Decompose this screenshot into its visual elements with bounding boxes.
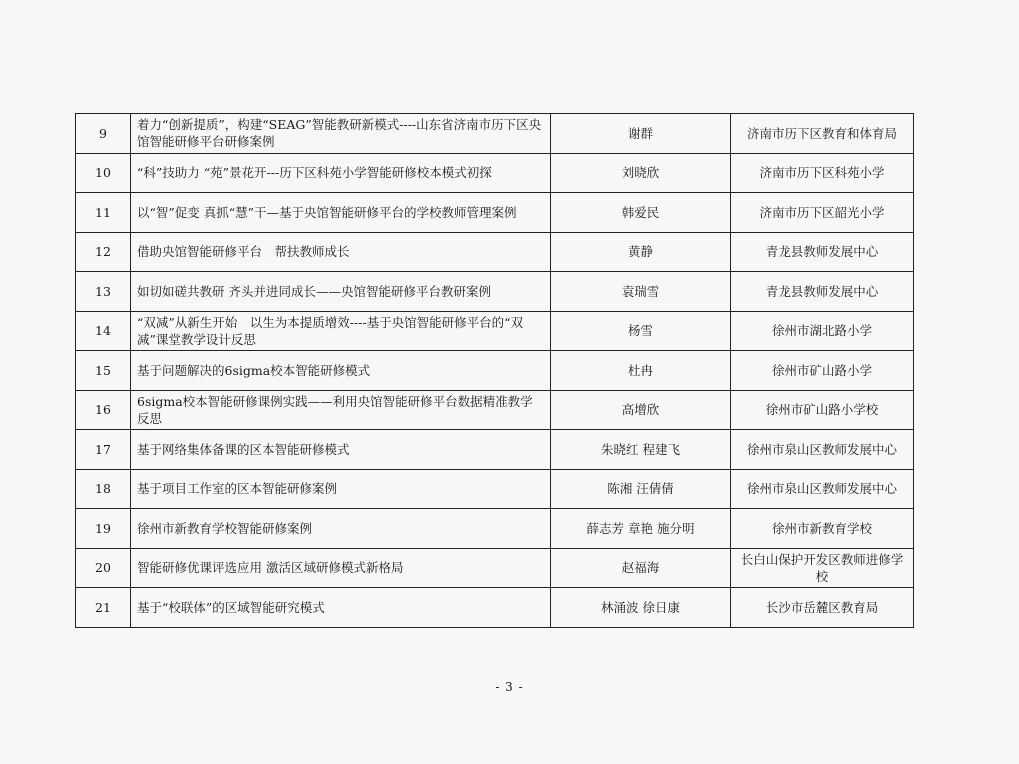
row-number-cell: 12 bbox=[76, 232, 131, 272]
case-title-cell: “双减”从新生开始 以生为本提质增效----基于央馆智能研修平台的“双减”课堂教学设计反思 bbox=[131, 311, 551, 351]
case-title-cell: 基于问题解决的6sigma校本智能研修模式 bbox=[131, 351, 551, 391]
unit-cell: 青龙县教师发展中心 bbox=[731, 232, 914, 272]
table-row bbox=[76, 509, 914, 549]
author-cell: 薛志芳 章艳 施分明 bbox=[551, 509, 731, 549]
row-number-cell: 19 bbox=[76, 509, 131, 549]
unit-cell: 长白山保护开发区教师进修学校 bbox=[731, 548, 914, 588]
unit-cell: 徐州市泉山区教师发展中心 bbox=[731, 469, 914, 509]
row-number-cell: 18 bbox=[76, 469, 131, 509]
table-row bbox=[76, 114, 914, 154]
author-cell: 林涌波 徐日康 bbox=[551, 588, 731, 628]
case-title-cell: 如切如磋共教研 齐头并进同成长——央馆智能研修平台教研案例 bbox=[131, 272, 551, 312]
author-cell: 赵福海 bbox=[551, 548, 731, 588]
unit-cell: 徐州市泉山区教师发展中心 bbox=[731, 430, 914, 470]
unit-cell: 徐州市矿山路小学 bbox=[731, 351, 914, 391]
table-row bbox=[76, 153, 914, 193]
unit-cell: 青龙县教师发展中心 bbox=[731, 272, 914, 312]
author-cell: 黄静 bbox=[551, 232, 731, 272]
case-title-cell: 基于项目工作室的区本智能研修案例 bbox=[131, 469, 551, 509]
row-number-cell: 16 bbox=[76, 390, 131, 430]
author-cell: 陈湘 汪倩倩 bbox=[551, 469, 731, 509]
case-title-cell: 智能研修优课评选应用 激活区域研修模式新格局 bbox=[131, 548, 551, 588]
case-title-cell: 基于“校联体”的区域智能研究模式 bbox=[131, 588, 551, 628]
unit-cell: 长沙市岳麓区教育局 bbox=[731, 588, 914, 628]
row-number-cell: 10 bbox=[76, 153, 131, 193]
case-title-cell: 以“智”促变 真抓“慧”干—基于央馆智能研修平台的学校教师管理案例 bbox=[131, 193, 551, 233]
row-number-cell: 15 bbox=[76, 351, 131, 391]
row-number-cell: 21 bbox=[76, 588, 131, 628]
case-title-cell: 着力“创新提质”，构建“SEAG”智能教研新模式----山东省济南市历下区央馆智能研修平台研修案例 bbox=[131, 114, 551, 154]
case-title-cell: 6sigma校本智能研修课例实践——利用央馆智能研修平台数据精准教学反思 bbox=[131, 390, 551, 430]
author-cell: 朱晓红 程建飞 bbox=[551, 430, 731, 470]
case-title-cell: 徐州市新教育学校智能研修案例 bbox=[131, 509, 551, 549]
unit-cell: 徐州市矿山路小学校 bbox=[731, 390, 914, 430]
unit-cell: 徐州市湖北路小学 bbox=[731, 311, 914, 351]
case-title-cell: 基于网络集体备课的区本智能研修模式 bbox=[131, 430, 551, 470]
author-cell: 刘晓欣 bbox=[551, 153, 731, 193]
row-number-cell: 14 bbox=[76, 311, 131, 351]
unit-cell: 徐州市新教育学校 bbox=[731, 509, 914, 549]
author-cell: 谢群 bbox=[551, 114, 731, 154]
table-row bbox=[76, 390, 914, 430]
author-cell: 韩爱民 bbox=[551, 193, 731, 233]
unit-cell: 济南市历下区韶光小学 bbox=[731, 193, 914, 233]
table-row bbox=[76, 232, 914, 272]
row-number-cell: 13 bbox=[76, 272, 131, 312]
table-body bbox=[76, 114, 914, 628]
author-cell: 杜冉 bbox=[551, 351, 731, 391]
author-cell: 杨雪 bbox=[551, 311, 731, 351]
table-row bbox=[76, 469, 914, 509]
row-number-cell: 9 bbox=[76, 114, 131, 154]
row-number-cell: 11 bbox=[76, 193, 131, 233]
row-number-cell: 20 bbox=[76, 548, 131, 588]
table-row bbox=[76, 351, 914, 391]
table-row bbox=[76, 311, 914, 351]
case-title-cell: “科”技助力 “苑”景花开---历下区科苑小学智能研修校本模式初探 bbox=[131, 153, 551, 193]
unit-cell: 济南市历下区教育和体育局 bbox=[731, 114, 914, 154]
table-row bbox=[76, 430, 914, 470]
case-title-cell: 借助央馆智能研修平台 帮扶教师成长 bbox=[131, 232, 551, 272]
table-row bbox=[76, 272, 914, 312]
table-row bbox=[76, 193, 914, 233]
author-cell: 高增欣 bbox=[551, 390, 731, 430]
table-row bbox=[76, 588, 914, 628]
table-row bbox=[76, 548, 914, 588]
unit-cell: 济南市历下区科苑小学 bbox=[731, 153, 914, 193]
author-cell: 袁瑞雪 bbox=[551, 272, 731, 312]
case-list-table bbox=[75, 113, 914, 628]
row-number-cell: 17 bbox=[76, 430, 131, 470]
page-number: - 3 - bbox=[495, 680, 524, 694]
